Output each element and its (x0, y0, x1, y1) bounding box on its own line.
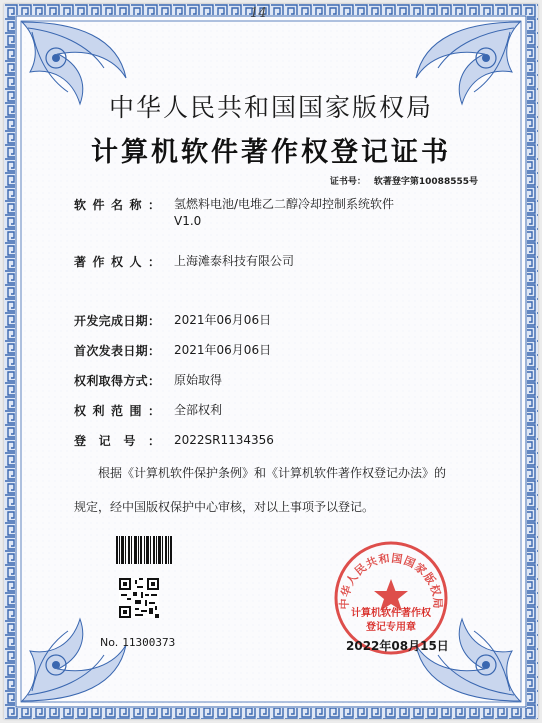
registration-statement (74, 456, 484, 524)
development-date-label: 开发完成日期： (74, 314, 160, 328)
certificate-number (330, 174, 478, 187)
barcode (116, 536, 172, 564)
serial-value: 11300373 (122, 636, 176, 649)
rights-scope-label: 权利范围： (74, 404, 160, 418)
software-name-line-2: V1.0 (174, 214, 202, 228)
serial-prefix: No. (100, 636, 119, 649)
certificate-number-label: 证书号： (329, 177, 366, 187)
acquisition-method-value: 原始取得 (174, 373, 223, 387)
registration-number-value: 2022SR1134356 (174, 433, 274, 447)
software-name-line-1: 氢燃料电池/电堆乙二醇冷却控制系统软件 (174, 197, 395, 211)
certificate-sheet (4, 4, 538, 719)
issue-date: 2022年08月15日 (346, 639, 449, 653)
acquisition-method-label: 权利取得方式： (74, 374, 160, 388)
seal-line-2: 登记专用章 (366, 622, 416, 633)
rights-scope-value: 全部权利 (174, 403, 223, 417)
handwritten-page-mark: 14 (250, 6, 267, 21)
copyright-holder-label: 著作权人： (74, 255, 160, 269)
issuing-authority-title: 中华人民共和国国家版权局 (108, 93, 433, 122)
software-name-value (174, 196, 474, 230)
registration-number-label: 登记号： (74, 434, 160, 448)
first-publication-date-label: 首次发表日期： (74, 344, 160, 358)
copyright-holder-value: 上海滩泰科技有限公司 (174, 254, 295, 268)
statement-line-2: 规定，经中国版权保护中心审核，对以上事项予以登记。 (74, 500, 375, 514)
development-date-value: 2021年06月06日 (174, 313, 272, 327)
first-publication-date-value: 2021年06月06日 (174, 343, 272, 357)
qr-code (119, 578, 159, 618)
seal-line-1: 计算机软件著作权 (351, 608, 431, 619)
software-name-label: 软件名称： (74, 198, 160, 212)
certificate-title: 计算机软件著作权登记证书 (91, 137, 451, 168)
statement-line-1: 根据《计算机软件保护条例》和《计算机软件著作权登记办法》的 (98, 466, 447, 480)
seal-ring-text: 中华人民共和国国家版权局 (337, 551, 445, 610)
certificate-number-value: 软著登字第10088555号 (373, 177, 478, 187)
serial-number (100, 636, 175, 649)
